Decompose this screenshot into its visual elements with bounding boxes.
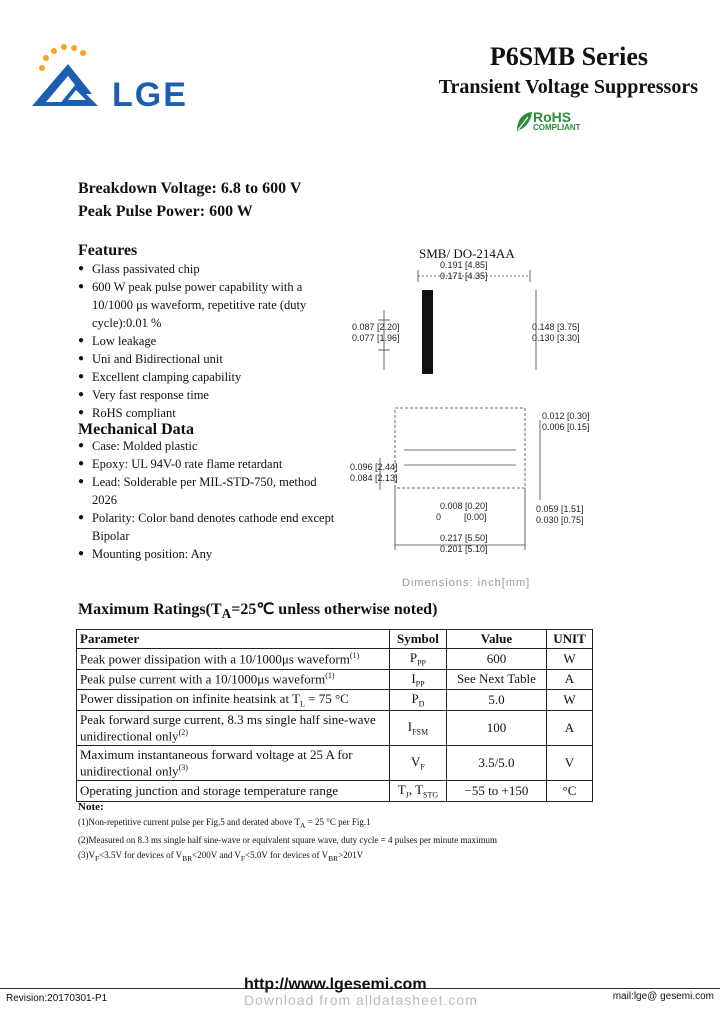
- dim-overall-min: 0.201 [5.10]: [440, 544, 488, 554]
- cell-unit: W: [546, 690, 592, 711]
- dim-lead-length-min: 0.030 [0.75]: [536, 515, 584, 525]
- symbol: T: [397, 782, 406, 798]
- list-item: ● Low leakage: [78, 332, 338, 350]
- param-note: (1): [325, 671, 335, 681]
- table-row: [77, 781, 593, 802]
- dim-length-max: 0.191 [4.85]: [440, 260, 488, 270]
- note-3-c-sub: F: [240, 853, 246, 863]
- cell-unit: A: [546, 710, 592, 745]
- dim-lead-length-max: 0.059 [1.51]: [536, 504, 584, 514]
- package-name: SMB/ DO-214AA: [419, 246, 515, 261]
- symbol-sub: PP: [415, 679, 425, 689]
- symbol-sub: D: [418, 699, 425, 709]
- symbol-sub: J: [405, 791, 409, 801]
- list-item: ● 600 W peak pulse power capability with a 10/1000 μs waveform, repetitive rate (duty cycle):0.01 %: [78, 278, 338, 332]
- cell-param: [77, 649, 390, 670]
- note-3-a: (3)V: [78, 849, 95, 860]
- symbol: V: [411, 754, 421, 770]
- list-item: ● Mounting position: Any: [78, 545, 338, 563]
- table-row: [77, 649, 593, 670]
- features-list: [78, 260, 338, 422]
- logo-text: LGE: [112, 76, 188, 114]
- ratings-title-text: Maximum Ratings(T: [78, 601, 222, 618]
- list-item: ● Uni and Bidirectional unit: [78, 350, 338, 368]
- note-3: [78, 848, 497, 866]
- list-item: ● Excellent clamping capability: [78, 368, 338, 386]
- dim-standoff-max: 0.008 [0.20]: [440, 501, 488, 511]
- dim-width-min: 0.130 [3.30]: [532, 333, 580, 343]
- list-item: ● Very fast response time: [78, 386, 338, 404]
- cell-value: −55 to +150: [446, 781, 546, 802]
- list-item: ● Epoxy: UL 94V-0 rate flame retardant: [78, 455, 338, 473]
- mechanical-title: Mechanical Data: [78, 421, 194, 438]
- dimensions-caption: Dimensions: inch[mm]: [402, 577, 531, 589]
- rohs-compliant-label: COMPLIANT: [533, 123, 581, 132]
- note-2: (2)Measured on 8.3 ms single half sine-wave or equivalent square wave, duty cycle = 4 pulses per minute maximum: [78, 834, 497, 845]
- cell-symbol: [390, 781, 447, 802]
- contact-email[interactable]: mail:lge@ gesemi.com: [612, 991, 714, 1002]
- rohs-badge: [533, 110, 581, 132]
- dim-lead-thickness-max: 0.012 [0.30]: [542, 411, 590, 421]
- note-3-b: <3.5V for devices of V: [99, 849, 183, 860]
- cell-unit: A: [546, 669, 592, 690]
- watermark: Download from alldatasheet.com: [244, 992, 478, 1008]
- cell-param: [77, 746, 390, 781]
- cell-param: Operating junction and storage temperature range: [77, 781, 390, 802]
- param-note: (3): [178, 763, 188, 773]
- note-1: [78, 815, 497, 833]
- param-post: = 75 °C: [304, 691, 349, 707]
- cell-param: [77, 690, 390, 711]
- dim-overall-max: 0.217 [5.50]: [440, 533, 488, 543]
- list-item: ● RoHS compliant: [78, 404, 338, 422]
- list-item: ● Case: Molded plastic: [78, 437, 338, 455]
- dim-height-min: 0.084 [2.13]: [350, 473, 398, 483]
- param-text: Peak forward surge current, 8.3 ms single half sine-wave unidirectional only: [80, 711, 376, 744]
- symbol-2-sub: STG: [423, 791, 439, 801]
- table-header-row: [77, 630, 593, 649]
- cell-symbol: [390, 746, 447, 781]
- param-note: (2): [178, 727, 188, 737]
- cell-param: [77, 669, 390, 690]
- dim-length-min: 0.171 [4.35]: [440, 271, 488, 281]
- mechanical-list: [78, 437, 338, 563]
- note-3-c: <200V and V: [192, 849, 241, 860]
- cell-value: See Next Table: [446, 669, 546, 690]
- cell-value: 100: [446, 710, 546, 745]
- note-1-post: = 25 °C per Fig.1: [305, 817, 371, 827]
- table-row: [77, 669, 593, 690]
- col-parameter: Parameter: [77, 630, 390, 649]
- table-row: [77, 710, 593, 745]
- param-text: Maximum instantaneous forward voltage at 25 A for unidirectional only: [80, 747, 353, 779]
- max-ratings-title: [78, 599, 437, 622]
- table-row: [77, 746, 593, 781]
- dim-band-max: 0.087 [2.20]: [352, 322, 400, 332]
- cell-symbol: [390, 710, 447, 745]
- param-sub: L: [300, 699, 305, 709]
- cell-value: 5.0: [446, 690, 546, 711]
- symbol: P: [409, 650, 418, 665]
- list-item: ● Glass passivated chip: [78, 260, 338, 278]
- symbol-sub: PP: [417, 658, 427, 668]
- col-unit: UNIT: [546, 630, 592, 649]
- param-text: Power dissipation on infinite heatsink at T: [80, 691, 301, 707]
- ratings-title-post: =25℃ unless otherwise noted): [231, 601, 438, 618]
- note-3-b-sub: BR: [182, 853, 193, 863]
- symbol: P: [411, 691, 419, 707]
- dim-height-max: 0.096 [2.44]: [350, 462, 398, 472]
- symbol-sub: FSM: [412, 727, 429, 737]
- revision-label: Revision:20170301-P1: [6, 993, 108, 1004]
- lge-logo-icon: [28, 42, 112, 112]
- symbol: I: [407, 719, 413, 735]
- dim-standoff-min-mm: [0.00]: [464, 512, 487, 522]
- symbol-sub: F: [420, 763, 425, 773]
- breakdown-voltage: Breakdown Voltage: 6.8 to 600 V: [78, 180, 302, 197]
- cell-value: 600: [446, 649, 546, 670]
- series-title: P6SMB Series: [489, 42, 648, 71]
- rohs-label: RoHS: [533, 109, 572, 125]
- col-symbol: Symbol: [390, 630, 447, 649]
- cell-unit: V: [546, 746, 592, 781]
- dim-band-min: 0.077 [1.96]: [352, 333, 400, 343]
- peak-pulse-power: Peak Pulse Power: 600 W: [78, 203, 253, 220]
- param-note: (1): [349, 650, 360, 660]
- note-1-text: (1)Non-repetitive current pulse per Fig.5 and derated above T: [78, 817, 301, 827]
- document-subtitle: Transient Voltage Suppressors: [438, 76, 698, 98]
- dim-standoff-min-inch: 0: [436, 512, 442, 522]
- ratings-title-sub: A: [221, 606, 232, 622]
- cell-value: 3.5/5.0: [446, 746, 546, 781]
- note-1-sub: A: [300, 820, 306, 830]
- note-3-d: <5.0V for devices of V: [245, 849, 329, 860]
- param-text: Peak pulse current with a 10/1000μs waveform: [80, 671, 326, 687]
- features-title: Features: [78, 242, 138, 259]
- ratings-table: [76, 629, 593, 802]
- dim-width-max: 0.148 [3.75]: [532, 322, 580, 332]
- cell-symbol: [390, 649, 447, 670]
- package-body: [422, 290, 433, 374]
- table-row: [77, 690, 593, 711]
- note-3-d-sub: BR: [328, 853, 339, 863]
- website-link[interactable]: http://www.lgesemi.com: [244, 976, 427, 993]
- symbol: I: [411, 670, 416, 686]
- cell-symbol: [390, 669, 447, 690]
- cell-param: [77, 710, 390, 745]
- symbol-2: , T: [408, 782, 424, 798]
- rohs-leaf-icon: [515, 111, 533, 133]
- param-text: Peak power dissipation with a 10/1000μs waveform: [80, 650, 350, 666]
- note-3-e: >201V: [338, 849, 364, 860]
- cell-symbol: [390, 690, 447, 711]
- list-item: ● Lead: Solderable per MIL-STD-750, method 2026: [78, 473, 338, 509]
- cell-unit: °C: [546, 781, 592, 802]
- dim-lead-thickness-min: 0.006 [0.15]: [542, 422, 590, 432]
- notes-title: Note:: [78, 801, 104, 813]
- col-value: Value: [446, 630, 546, 649]
- cell-unit: W: [546, 649, 592, 670]
- list-item: ● Polarity: Color band denotes cathode end except Bipolar: [78, 509, 338, 545]
- notes-block: [78, 800, 497, 866]
- note-3-a-sub: F: [95, 853, 100, 863]
